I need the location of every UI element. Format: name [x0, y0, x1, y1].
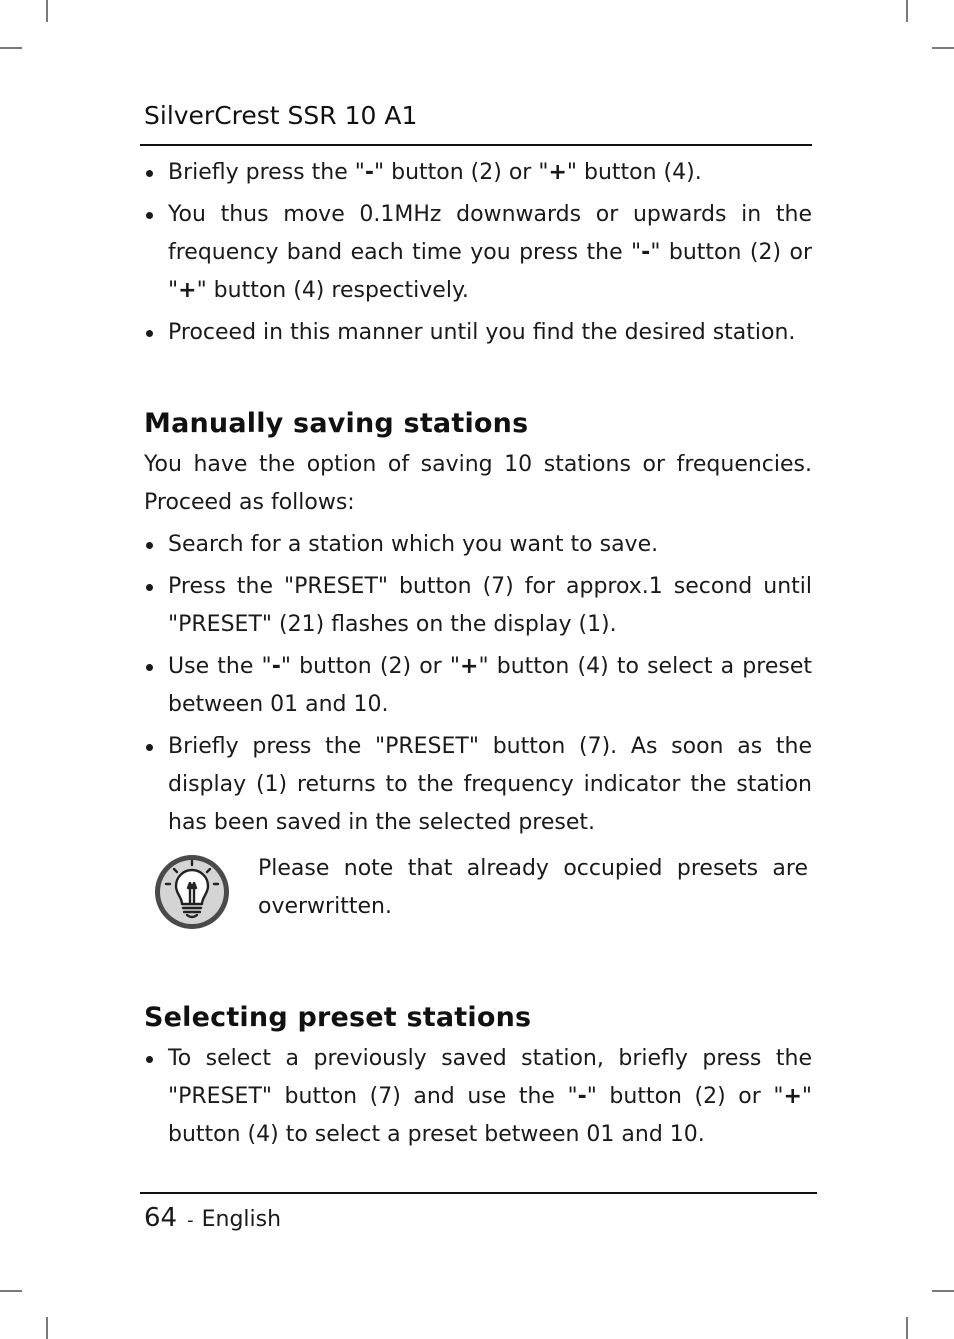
page-footer	[144, 1200, 281, 1239]
list-item-text: " button (2) or "	[586, 1084, 784, 1109]
button-symbol: -	[271, 654, 281, 679]
bullet-dot	[146, 170, 153, 177]
saving-section-body	[144, 446, 812, 846]
list-item-text: Search for a station which you want to save.	[168, 532, 659, 557]
list-item-text: " button (2) or "	[280, 654, 461, 679]
bullet-dot	[146, 584, 153, 591]
list-item-text: Briefly press the "PRESET" button (7). As soon as the display (1) returns to the frequency indicator the station has been saved in the selected preset.	[168, 734, 812, 835]
list-item-text: " button (2) or "	[168, 240, 812, 303]
bullet-dot	[146, 542, 153, 549]
list-item	[144, 154, 812, 192]
button-symbol: +	[548, 160, 567, 185]
list-item-text: Proceed in this manner until you find the desired station.	[168, 320, 796, 345]
crop-mark	[0, 47, 22, 49]
note-box	[152, 850, 812, 930]
intro-section	[144, 154, 812, 356]
footer-language: English	[201, 1207, 282, 1232]
list-item-text: Press the "PRESET" button (7) for approx.1 second until "PRESET" (21) flashes on the display (1).	[168, 574, 812, 637]
list-item-text: " button (4) respectively.	[196, 278, 469, 303]
crop-mark	[46, 0, 48, 22]
note-text: Please note that already occupied presets are overwritten.	[258, 856, 808, 919]
list-item-text: " button (2) or "	[374, 160, 549, 185]
button-symbol: -	[577, 1084, 587, 1109]
list-item-text: You thus move 0.1MHz downwards or upwards in the frequency band each time you press the "	[168, 202, 812, 265]
list-item-text: Briefly press the "	[168, 160, 365, 185]
bullet-dot	[146, 1056, 153, 1063]
bullet-dot	[146, 744, 153, 751]
bullet-dot	[146, 664, 153, 671]
crop-mark	[906, 0, 908, 22]
page-header-title: SilverCrest SSR 10 A1	[144, 101, 418, 130]
list-item-text: " button (4) to select a preset between 01 and 10.	[168, 1084, 812, 1147]
list-item-text: " button (4).	[566, 160, 702, 185]
list-item	[144, 648, 812, 724]
intro-bullet-list	[144, 154, 812, 352]
button-symbol: +	[178, 278, 197, 303]
button-symbol: +	[783, 1084, 802, 1109]
list-item	[144, 526, 812, 564]
page-number: 64	[144, 1203, 178, 1233]
crop-mark	[906, 1317, 908, 1339]
footer-rule	[140, 1192, 817, 1194]
saving-bullet-list	[144, 526, 812, 842]
list-item	[144, 1040, 812, 1154]
lightbulb-icon	[152, 852, 232, 932]
list-item-text: " button (4) to select a preset between 01 and 10.	[168, 654, 812, 717]
section-heading-selecting: Selecting preset stations	[144, 1002, 532, 1033]
bullet-dot	[146, 330, 153, 337]
selecting-bullet-list	[144, 1040, 812, 1154]
bullet-dot	[146, 212, 153, 219]
list-item-text: Use the "	[168, 654, 272, 679]
selecting-section-body	[144, 1040, 812, 1158]
list-item	[144, 196, 812, 310]
crop-mark	[932, 47, 954, 49]
button-symbol: +	[460, 654, 479, 679]
list-item	[144, 728, 812, 842]
header-rule	[140, 144, 812, 146]
crop-mark	[0, 1290, 22, 1292]
list-item-text: To select a previously saved station, briefly press the "PRESET" button (7) and use the "	[168, 1046, 812, 1109]
button-symbol: -	[364, 160, 374, 185]
footer-separator: -	[187, 1210, 194, 1231]
list-item	[144, 314, 812, 352]
crop-mark	[46, 1317, 48, 1339]
list-item	[144, 568, 812, 644]
saving-intro-paragraph: You have the option of saving 10 stations or frequencies. Proceed as follows:	[144, 452, 812, 515]
crop-mark	[932, 1290, 954, 1292]
button-symbol: -	[641, 240, 651, 265]
section-heading-saving: Manually saving stations	[144, 408, 529, 439]
